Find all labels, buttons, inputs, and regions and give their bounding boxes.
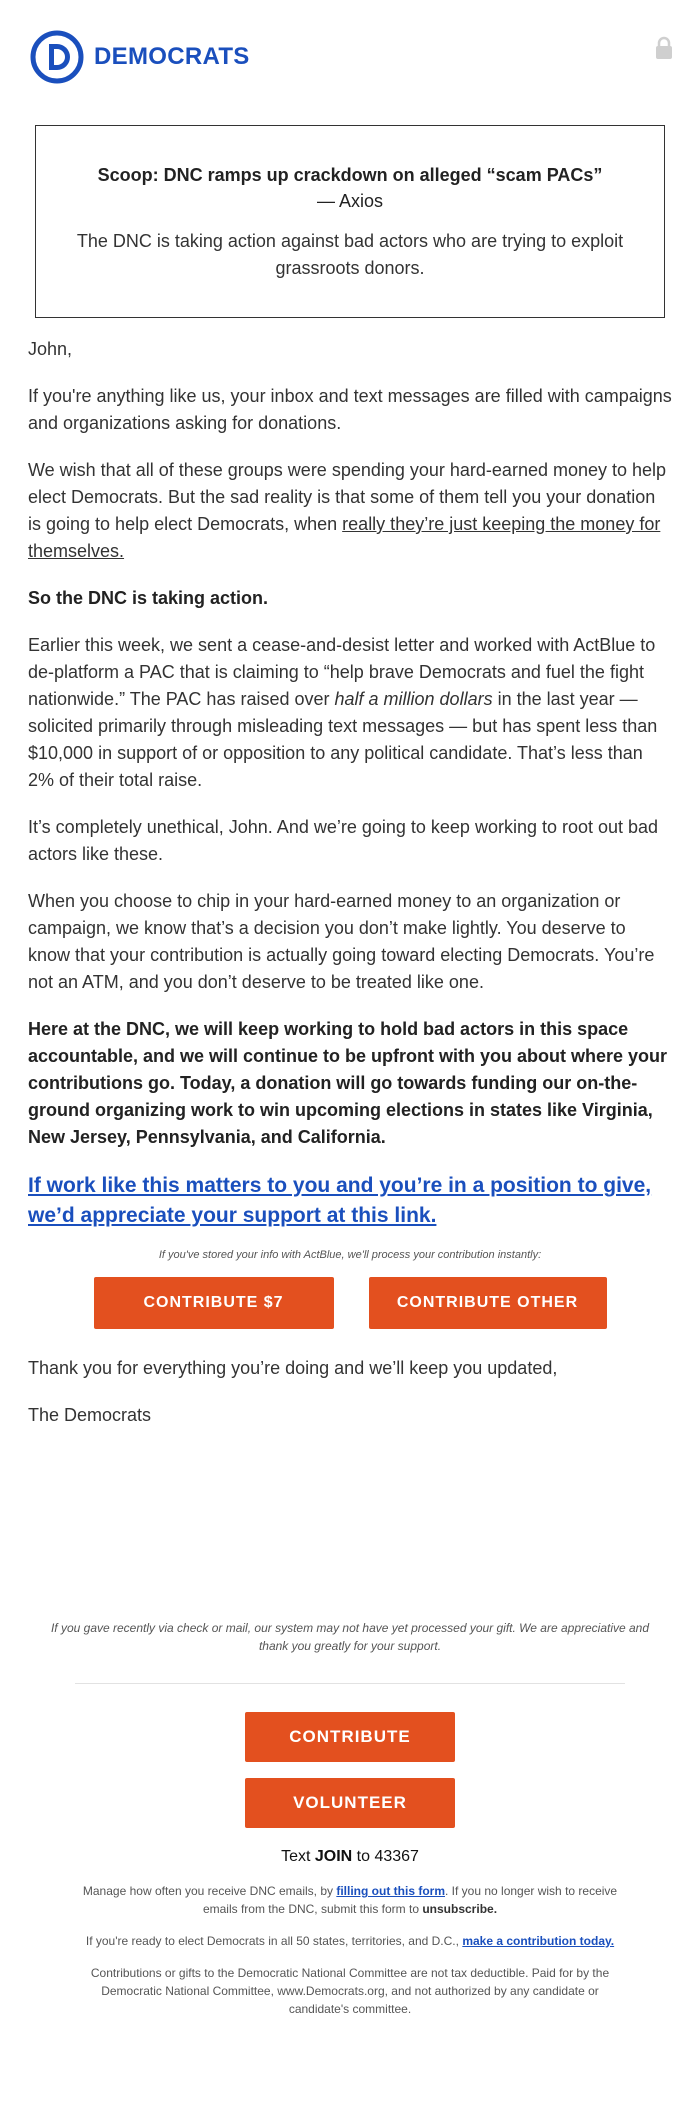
- text-join-line: [0, 1848, 700, 1866]
- footer-divider: [75, 1683, 625, 1684]
- paragraph-2: [28, 457, 672, 565]
- gift-note: If you gave recently via check or mail, our system may not have yet processed your gift. We are appreciative and thank you greatly for your support.: [50, 1621, 650, 1653]
- scoop-summary: The DNC is taking action against bad actors who are trying to exploit grassroots donors.: [76, 230, 624, 278]
- spacer: [0, 1449, 700, 1619]
- paragraph-6: When you choose to chip in your hard-earned money to an organization or campaign, we know that’s a decision you don’t make lightly. You deserve to know that your contribution is actually going toward electing Democrats. You’re not an ATM, and you don’t deserve to be treated like one.: [28, 891, 655, 992]
- text-join-number: to 43367: [352, 1848, 419, 1865]
- scoop-box: [35, 125, 665, 318]
- thanks-text: Thank you for everything you’re doing and we’ll keep you updated,: [28, 1358, 558, 1378]
- contribute-button-row: [28, 1277, 672, 1329]
- manage-text-b: . If you no longer wish to receive emails from the DNC, submit this form to: [202, 1884, 618, 1916]
- paragraph-1: If you're anything like us, your inbox and text messages are filled with campaigns and organizations asking for donations.: [28, 386, 672, 433]
- text-join-keyword: JOIN: [314, 1848, 353, 1865]
- ready-text-a: If you're ready to elect Democrats in all 50 states, territories, and D.C.,: [85, 1934, 463, 1948]
- contribution-today-link[interactable]: make a contribution today.: [462, 1934, 615, 1948]
- manage-form-link[interactable]: filling out this form: [336, 1884, 445, 1898]
- paragraph-4-emphasis: half a million dollars: [334, 689, 493, 709]
- unsubscribe-link[interactable]: unsubscribe.: [422, 1902, 498, 1916]
- manage-text-a: Manage how often you receive DNC emails, by: [82, 1884, 337, 1898]
- paragraph-4-text-a: Earlier this week, we sent a cease-and-desist letter and worked with ActBlue to de-platform a PAC that is claiming to “help brave Democrats and fuel the fight nationwide.” The PAC has raised over: [28, 635, 656, 709]
- paragraph-5: It’s completely unethical, John. And we’re going to keep working to root out bad actors like these.: [28, 817, 659, 864]
- actblue-note: If you've stored your info with ActBlue, we'll process your contribution instantly:: [158, 1249, 542, 1261]
- ready-text: [0, 1932, 700, 1950]
- paragraph-4: [28, 632, 672, 794]
- email-footer: [0, 1619, 700, 2018]
- brand-name: DEMOCRATS: [94, 43, 250, 70]
- greeting: John,: [28, 339, 73, 359]
- contribute-other-button[interactable]: CONTRIBUTE OTHER: [369, 1277, 607, 1329]
- email-header: [0, 0, 700, 115]
- dnc-logo-icon: [30, 30, 84, 84]
- legal-disclaimer: Contributions or gifts to the Democratic National Committee are not tax deductible. Paid for by the Democratic National Committee, www.Democrats.org, and not authorized by any candidate or candidate's committee.: [90, 1966, 610, 2016]
- email-body: [0, 336, 700, 1429]
- paragraph-4-text-b: in the last year — solicited primarily through misleading text messages — but has spent less than $10,000 in support of or opposition to any political candidate. That’s less than 2% of their total raise.: [28, 689, 658, 790]
- text-join-prefix: Text: [281, 1848, 315, 1865]
- signoff-text: The Democrats: [28, 1405, 152, 1425]
- scoop-source: — Axios: [316, 190, 384, 211]
- footer-volunteer-button[interactable]: VOLUNTEER: [245, 1778, 455, 1828]
- footer-contribute-button[interactable]: CONTRIBUTE: [245, 1712, 455, 1762]
- lock-icon: [654, 36, 674, 60]
- dnc-logo[interactable]: [30, 30, 250, 84]
- manage-emails-text: [0, 1882, 700, 1918]
- paragraph-7: Here at the DNC, we will keep working to hold bad actors in this space accountable, and we will continue to be upfront with you about where your contributions go. Today, a donation will go towards funding our on-the-ground organizing work to win upcoming elections in states like Virginia, New Jersey, Pennsylvania, and California.: [28, 1019, 668, 1147]
- paragraph-2-text: We wish that all of these groups were spending your hard-earned money to help elect Democrats. But the sad reality is that some of them tell you your donation is going to help elect Democrats, when: [28, 460, 667, 534]
- paragraph-3: So the DNC is taking action.: [28, 588, 269, 608]
- scoop-headline: Scoop: DNC ramps up crackdown on alleged “scam PACs”: [97, 164, 603, 185]
- keeping-money-link[interactable]: really they’re just keeping the money for themselves.: [28, 514, 661, 561]
- contribute-7-button[interactable]: CONTRIBUTE $7: [94, 1277, 334, 1329]
- support-link[interactable]: If work like this matters to you and you’re in a position to give, we’d appreciate your support at this link.: [28, 1174, 652, 1227]
